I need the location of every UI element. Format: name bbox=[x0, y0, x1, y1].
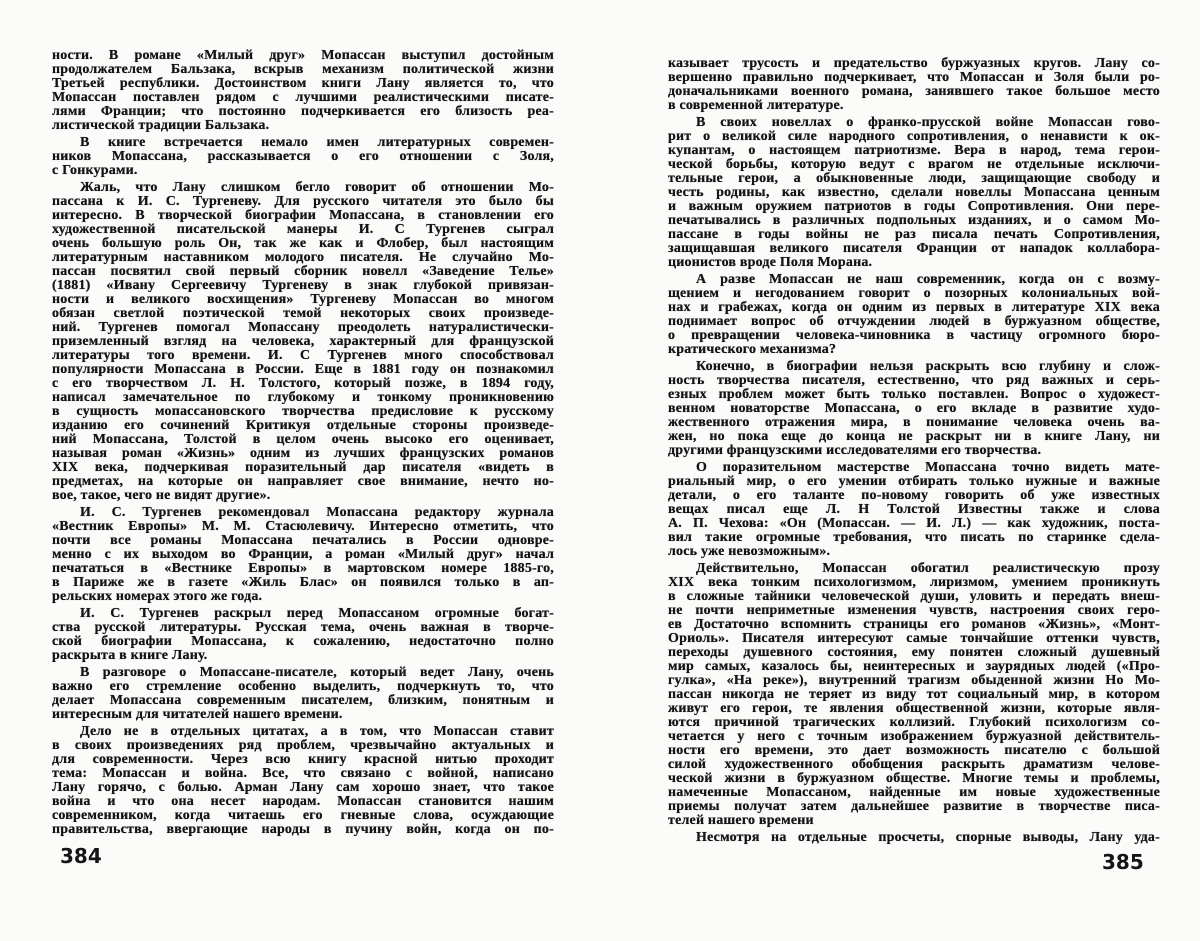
text-line: И. С. Тургенев рекомендовал Мопассана редактору журнала bbox=[80, 506, 554, 520]
text-line: ства русской литературы. Русская тема, очень важная в творче- bbox=[52, 621, 554, 635]
paragraph bbox=[668, 116, 1160, 270]
paragraph bbox=[668, 360, 1160, 458]
text-line: печататься в «Вестнике Европы» в мартовском номере 1885-го, bbox=[52, 562, 554, 576]
text-line: жественного отражения мира, в понимание человека очень ва- bbox=[668, 416, 1160, 430]
text-line: XIX века, подчеркивая поразительный дар писателя «видеть в bbox=[52, 461, 554, 475]
text-line: Несмотря на отдельные просчеты, спорные выводы, Лану уда- bbox=[696, 831, 1160, 845]
text-line: для современности. Через всю книгу красной нитью проходит bbox=[52, 753, 554, 767]
paragraph-continued bbox=[668, 57, 1160, 113]
text-line: в сущность мопассановского творчества предисловие к русскому bbox=[52, 405, 554, 419]
text-line: делает Мопассана современным писателем, близким, понятным и bbox=[52, 694, 554, 708]
page-number: 385 bbox=[1102, 850, 1144, 874]
text-line: современником, когда читаешь его гневные слова, осуждающие bbox=[52, 809, 554, 823]
text-line: называя роман «Жизнь» одним из лучших французских романов bbox=[52, 447, 554, 461]
page-text-column bbox=[52, 49, 554, 840]
text-line: Жаль, что Лану слишком бегло говорит об отношении Мо- bbox=[80, 181, 554, 195]
text-line: четается у него с точным изображением буржуазной действитель- bbox=[668, 730, 1160, 744]
text-line: пассан посвятил свой первый сборник новелл «Заведение Телье» bbox=[52, 265, 554, 279]
paragraph bbox=[668, 831, 1160, 845]
text-line: правительства, ввергающие народы в пучину войн, когда он по- bbox=[52, 823, 554, 837]
paragraph bbox=[52, 607, 554, 663]
text-line: в Париже же в газете «Жиль Блас» он появился только в ап- bbox=[52, 576, 554, 590]
paragraph bbox=[52, 136, 554, 178]
text-line: о превращении человека-чиновника в частицу огромного бюро- bbox=[668, 329, 1160, 343]
text-line: вершенно правильно подчеркивает, что Мопассан и Золя были ро- bbox=[668, 71, 1160, 85]
paragraph bbox=[668, 562, 1160, 828]
text-line: поднимает вопрос об отчуждении людей в буржуазном обществе, bbox=[668, 315, 1160, 329]
text-line: популярности Мопассана в России. Еще в 1881 году он познакомил bbox=[52, 363, 554, 377]
text-line: ческой борьбы, которую ведут с врагом не отдельные исключи- bbox=[668, 158, 1160, 172]
text-line: ности. В романе «Милый друг» Мопассан выступил достойным bbox=[52, 49, 554, 63]
text-line: Третьей республики. Достоинством книги Лану является то, что bbox=[52, 77, 554, 91]
text-line: езных проблем может быть только поставлен. Вопрос о художест- bbox=[668, 388, 1160, 402]
paragraph bbox=[52, 725, 554, 837]
text-line: приемы получат затем дальнейшее развитие в творчестве писа- bbox=[668, 800, 1160, 814]
text-line: приземленный взгляд на человека, характерный для французской bbox=[52, 335, 554, 349]
text-line: изданию его сочинений Критикуя отдельные стороны произведе- bbox=[52, 419, 554, 433]
text-line: (1881) «Ивану Сергеевичу Тургеневу в знак глубокой привязан- bbox=[52, 279, 554, 293]
text-line: в современной литературе. bbox=[668, 99, 844, 113]
text-line: жен, но пока еще до конца не раскрыт ни в книге Лану, ни bbox=[668, 430, 1160, 444]
text-line: В своих новеллах о франко-прусской войне Мопассан гово- bbox=[696, 116, 1160, 130]
text-line: написал замечательное по глубокому и тонкому проникновению bbox=[52, 391, 554, 405]
text-line: почти все романы Мопассана печатались в России одновре- bbox=[52, 534, 554, 548]
text-line: А. П. Чехова: «Он (Мопассан. — И. Л.) — как художник, поста- bbox=[668, 517, 1160, 531]
text-line: и важным оружием патриотов в годы Сопротивления. Они пере- bbox=[668, 200, 1160, 214]
paragraph bbox=[52, 506, 554, 604]
text-line: риальный мир, о его умении отбирать только нужные и важные bbox=[668, 475, 1160, 489]
text-line: кратического механизма? bbox=[668, 343, 837, 357]
paragraph bbox=[52, 666, 554, 722]
text-line: Лану горячо, с болью. Арман Лану сам хорошо знает, что такое bbox=[52, 781, 554, 795]
text-line: пассане в годы войны не раз писала печать Сопротивления, bbox=[668, 228, 1160, 242]
paragraph bbox=[668, 461, 1160, 559]
text-line: другими французскими исследователями его творчества. bbox=[668, 444, 1042, 458]
text-line: с его творчеством Л. Н. Толстого, который позже, в 1894 году, bbox=[52, 377, 554, 391]
text-line: раскрыта в книге Лану. bbox=[52, 649, 208, 663]
text-line: важно его стремление особенно выделить, подчеркнуть то, что bbox=[52, 680, 554, 694]
text-line: А разве Мопассан не наш современник, когда он с возму- bbox=[696, 273, 1160, 287]
text-line: в сложные тайники человеческой души, уловить и передать внеш- bbox=[668, 590, 1160, 604]
text-line: нах и грабежах, когда он одним из первых в литературе XIX века bbox=[668, 301, 1160, 315]
paragraph bbox=[668, 273, 1160, 357]
text-line: обязан светлой поэтической темой некоторых своих произведе- bbox=[52, 307, 554, 321]
text-line: ников Мопассана, рассказывается о его отношении с Золя, bbox=[52, 150, 554, 164]
book-page-right bbox=[600, 0, 1200, 941]
text-line: ются причиной трагических коллизий. Глубокий психологизм со- bbox=[668, 716, 1160, 730]
text-line: детали, о его таланте по-новому говорить об уже известных bbox=[668, 489, 1160, 503]
text-line: ний. Тургенев помогал Мопассану преодолеть натуралистически- bbox=[52, 321, 554, 335]
text-line: вещах писал еще Л. Н Толстой Известны также и слова bbox=[668, 503, 1160, 517]
text-line: литературы того времени. И. С Тургенев много способствовал bbox=[52, 349, 554, 363]
text-line: купантам, о настоящем патриотизме. Вера в народ, тема герои- bbox=[668, 144, 1160, 158]
text-line: предметах, на которые он направляет свое внимание, нечто но- bbox=[52, 475, 554, 489]
text-line: тема: Мопассан и война. Все, что связано с войной, написано bbox=[52, 767, 554, 781]
text-line: тельные герои, а обыкновенные люди, защищающие свободу и bbox=[668, 172, 1160, 186]
text-line: печатывались в различных подпольных изданиях, и о самом Мо- bbox=[668, 214, 1160, 228]
text-line: вое, такое, чего не видят другие». bbox=[52, 489, 271, 503]
text-line: силой художественного обобщения раскрыть драматизм челове- bbox=[668, 758, 1160, 772]
text-line: гулка», «На реке»), внутренний трагизм обыденной жизни Но Мо- bbox=[668, 674, 1160, 688]
text-line: ской биографии Мопассана, к сожалению, недостаточно полно bbox=[52, 635, 554, 649]
text-line: ности и великого восхищения» Тургеневу Мопассан во многом bbox=[52, 293, 554, 307]
text-line: честь родины, как известно, сделали новеллы Мопассана ценным bbox=[668, 186, 1160, 200]
text-line: ческой жизни в буржуазном обществе. Многие темы и проблемы, bbox=[668, 772, 1160, 786]
text-line: живут его герои, те явления общественной жизни, которые явля- bbox=[668, 702, 1160, 716]
text-line: менно с их выходом во Франции, а роман «Милый друг» начал bbox=[52, 548, 554, 562]
text-line: В книге встречается немало имен литературных современ- bbox=[80, 136, 554, 150]
text-line: защищавшая великого писателя Франции от нападок коллабора- bbox=[668, 242, 1160, 256]
text-line: ний Мопассана, Толстой в целом очень высоко его оценивает, bbox=[52, 433, 554, 447]
text-line: ности его времени, это дает возможность писателю с большой bbox=[668, 744, 1160, 758]
text-line: И. С. Тургенев раскрыл перед Мопассаном огромные богат- bbox=[80, 607, 554, 621]
text-line: продолжателем Бальзака, вскрыв механизм политической жизни bbox=[52, 63, 554, 77]
text-line: ность творчества писателя, естественно, что ряд важных и серь- bbox=[668, 374, 1160, 388]
text-line: «Вестник Европы» М. М. Стасюлевичу. Интересно отметить, что bbox=[52, 520, 554, 534]
paragraph bbox=[52, 181, 554, 503]
text-line: венном новаторстве Мопассана, о его вкладе в развитие худо- bbox=[668, 402, 1160, 416]
text-line: лось уже невозможным». bbox=[668, 545, 831, 559]
text-line: Дело не в отдельных цитатах, а в том, что Мопассан ставит bbox=[80, 725, 554, 739]
text-line: с Гонкурами. bbox=[52, 164, 138, 178]
text-line: не почти неприметные изменения чувств, настроения своих геро- bbox=[668, 604, 1160, 618]
page-text-column bbox=[668, 57, 1160, 848]
text-line: пассан никогда не теряет из виду тот социальный мир, в котором bbox=[668, 688, 1160, 702]
text-line: в своих произведениях ряд проблем, чрезвычайно актуальных и bbox=[52, 739, 554, 753]
text-line: художественной писательской манеры И. С Тургенев сыграл bbox=[52, 223, 554, 237]
text-line: интересным для читателей нашего времени. bbox=[52, 708, 343, 722]
text-line: вил такие огромные требования, что писать по старинке сдела- bbox=[668, 531, 1160, 545]
text-line: доначальниками военного романа, занявшего такое большое место bbox=[668, 85, 1160, 99]
text-line: Действительно, Мопассан обогатил реалистическую прозу bbox=[696, 562, 1160, 576]
text-line: В разговоре о Мопассане-писателе, который ведет Лану, очень bbox=[80, 666, 554, 680]
text-line: пассана к И. С. Тургеневу. Для русского читателя это было бы bbox=[52, 195, 554, 209]
text-line: намеченные Мопассаном, найденные им новые художественные bbox=[668, 786, 1160, 800]
paragraph-continued bbox=[52, 49, 554, 133]
text-line: рельских номерах этого же года. bbox=[52, 590, 263, 604]
text-line: очень большую роль Он, так же как и Флобер, был настоящим bbox=[52, 237, 554, 251]
text-line: Ориоль». Писателя интересуют самые тончайшие оттенки чувств, bbox=[668, 632, 1160, 646]
text-line: интересно. В творческой биографии Мопассана, в становлении его bbox=[52, 209, 554, 223]
text-line: Мопассан поставлен рядом с лучшими реалистическими писате- bbox=[52, 91, 554, 105]
text-line: мир самых, казалось бы, неинтересных и заурядных людей («Про- bbox=[668, 660, 1160, 674]
text-line: О поразительном мастерстве Мопассана точно видеть мате- bbox=[696, 461, 1160, 475]
text-line: война и что она несет народам. Мопассан становится нашим bbox=[52, 795, 554, 809]
text-line: литературным наставником молодого писателя. Не случайно Мо- bbox=[52, 251, 554, 265]
text-line: казывает трусость и предательство буржуазных кругов. Лану со- bbox=[668, 57, 1160, 71]
text-line: телей нашего времени bbox=[668, 814, 814, 828]
page-number: 384 bbox=[60, 844, 102, 868]
text-line: лями Франции; что постоянно подчеркивается его близость реа- bbox=[52, 105, 554, 119]
text-line: ев Достаточно вспомнить страницы его романов «Жизнь», «Монт- bbox=[668, 618, 1160, 632]
text-line: ционистов вроде Поля Морана. bbox=[668, 256, 873, 270]
text-line: щением и негодованием говорит о позорных колониальных вой- bbox=[668, 287, 1160, 301]
text-line: XIX века тонким психологизмом, лиризмом, умением проникнуть bbox=[668, 576, 1160, 590]
text-line: переходы душевного состояния, ему понятен сложный душевный bbox=[668, 646, 1160, 660]
text-line: рит о великой силе народного сопротивления, о ненависти к ок- bbox=[668, 130, 1160, 144]
text-line: листической традиции Бальзака. bbox=[52, 119, 270, 133]
text-line: Конечно, в биографии нельзя раскрыть всю глубину и слож- bbox=[696, 360, 1160, 374]
